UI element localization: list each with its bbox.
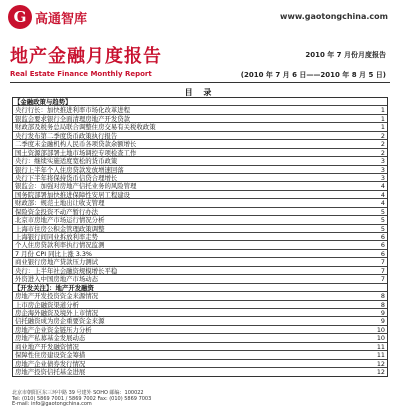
toc-entry-title: 房地产企业债券发行情况 xyxy=(15,359,86,367)
toc-entry-title: 保险资金投资不动产暂行办法 xyxy=(15,207,99,216)
toc-entry-title: 国务院部署加快推进保障性安居工程建设 xyxy=(15,190,131,199)
company-logo xyxy=(8,4,87,30)
toc-entry[interactable] xyxy=(13,157,387,165)
toc-entry[interactable] xyxy=(13,216,387,224)
toc-entry-page: 7 xyxy=(380,258,385,267)
toc-entry[interactable] xyxy=(13,241,387,249)
toc-entry-page: 1 xyxy=(380,106,385,115)
toc-entry[interactable] xyxy=(13,317,387,325)
toc-entry[interactable] xyxy=(13,106,387,114)
toc-entry-page: 2 xyxy=(380,148,385,157)
toc-entry-title: 银监会：加强对房地产信托业务的风险管理 xyxy=(15,182,137,190)
toc-entry[interactable] xyxy=(13,343,387,351)
toc-entry[interactable] xyxy=(13,140,387,148)
footer-email: E-mail: info@gaotongchina.com xyxy=(12,401,92,408)
header-divider xyxy=(10,82,390,83)
toc-entry-page: 9 xyxy=(380,308,385,317)
toc-entry[interactable] xyxy=(13,360,387,368)
toc-entry-page: 2 xyxy=(380,131,385,140)
toc-entry-title: 房地产企业资金链压力分析 xyxy=(15,325,92,334)
toc-entry-title: 央行：继续实施适度宽松的货币政策 xyxy=(15,157,118,165)
toc-entry-title: 央行下半年将保持货币信贷合理增长 xyxy=(15,173,118,182)
table-of-contents xyxy=(12,97,388,377)
toc-entry-title: 个人住房贷款利率执行情况监测 xyxy=(15,241,105,249)
toc-entry-page: 3 xyxy=(380,157,385,166)
toc-entry-title: 商业银行房地产贷款压力测试 xyxy=(15,258,99,266)
toc-entry[interactable] xyxy=(13,301,387,309)
toc-entry[interactable] xyxy=(13,149,387,157)
toc-entry-page: 6 xyxy=(380,249,385,258)
toc-entry[interactable] xyxy=(13,123,387,131)
toc-entry-page: 2 xyxy=(380,140,385,149)
toc-entry-title: 【开发关注】：地产开发融资 xyxy=(14,283,94,292)
footer-contact xyxy=(12,391,151,408)
toc-entry-page: 6 xyxy=(380,233,385,241)
toc-entry-title: 上海银行间同业拆放利率走势 xyxy=(15,233,99,241)
toc-section-header[interactable] xyxy=(13,284,387,292)
toc-entry[interactable] xyxy=(13,258,387,266)
toc-entry[interactable] xyxy=(13,275,387,283)
toc-entry-page: 12 xyxy=(376,368,385,376)
toc-entry-title: 国土资源部部署土地市场调控专项检查工作 xyxy=(15,148,137,157)
toc-entry[interactable] xyxy=(13,233,387,241)
toc-entry[interactable] xyxy=(13,132,387,140)
toc-entry-page xyxy=(375,98,387,105)
toc-entry-title: 保障性住房建设资金筹措 xyxy=(15,351,86,359)
toc-entry-title: 央行行长：加快推进利率市场化改革进程 xyxy=(15,106,131,114)
toc-entry-page: 3 xyxy=(380,165,385,174)
toc-entry-title: 房地产开发投资资金来源情况 xyxy=(15,292,99,300)
toc-entry-title: 【金融政策与趋势】 xyxy=(14,98,72,106)
toc-entry-page: 7 xyxy=(380,275,385,284)
toc-entry-page: 8 xyxy=(380,292,385,301)
toc-entry-title: 财政部及税务总局联合调整住房交易有关税收政策 xyxy=(15,123,156,131)
toc-entry[interactable] xyxy=(13,250,387,258)
toc-entry-page: 12 xyxy=(376,359,385,368)
toc-entry-page: 5 xyxy=(380,207,385,216)
toc-entry[interactable] xyxy=(13,166,387,174)
report-period: (2010 年 7 月 6 日——2010 年 8 月 5 日) xyxy=(240,71,386,79)
toc-entry-page: 3 xyxy=(380,173,385,182)
toc-heading: 目 录 xyxy=(184,88,216,97)
toc-entry[interactable] xyxy=(13,115,387,123)
toc-entry-page: 5 xyxy=(380,216,385,225)
toc-entry-title: 房地产私募基金发展动态 xyxy=(15,334,86,342)
toc-entry[interactable] xyxy=(13,309,387,317)
footer-address: 北京市朝阳区东三环中路 39 号建外 SOHO 邮编：100022 xyxy=(12,390,144,397)
logo-text: 高通智库 xyxy=(35,11,88,27)
toc-entry-page: 11 xyxy=(376,351,385,360)
toc-entry-page: 6 xyxy=(380,241,385,250)
toc-entry-page xyxy=(375,284,387,291)
toc-entry-page: 4 xyxy=(380,190,385,199)
toc-entry-page: 4 xyxy=(380,199,385,208)
toc-entry-title: 7 月份 CPI 同比上涨 3.3% xyxy=(15,249,92,258)
toc-entry[interactable] xyxy=(13,199,387,207)
toc-entry-title: 银行上半年个人住房贷款发放增速回落 xyxy=(15,165,124,173)
toc-entry-page: 8 xyxy=(380,300,385,309)
toc-entry[interactable] xyxy=(13,267,387,275)
toc-entry-title: 二季度末金融机构人民币各项贷款余额增长 xyxy=(15,140,137,148)
toc-entry-title: 财政部：规范土地出让收支管理 xyxy=(15,199,105,207)
toc-entry[interactable] xyxy=(13,292,387,300)
toc-entry-page: 9 xyxy=(380,317,385,326)
footer-phone: Tel: (010) 5869 7001 / 5869 7002 Fax: (010) 5869 7003 xyxy=(12,395,152,402)
toc-entry-title: 央行：上半年社会融资规模增长平稳 xyxy=(15,266,118,275)
toc-entry-title: 信托融资成为房企重要资金来源 xyxy=(15,317,105,325)
report-title-en: Real Estate Finance Monthly Report xyxy=(10,70,152,78)
toc-entry[interactable] xyxy=(13,225,387,233)
toc-entry-page: 1 xyxy=(380,123,385,132)
toc-entry-page: 10 xyxy=(376,325,385,334)
toc-entry-title: 房地产投资信托基金进展 xyxy=(15,368,86,376)
toc-entry-page: 1 xyxy=(380,114,385,123)
toc-entry-title: 银监会要求银行全面清理房地产开发贷款 xyxy=(15,114,131,123)
toc-entry-title: 房企海外融资及境外上市情况 xyxy=(15,308,99,317)
toc-entry-page: 7 xyxy=(380,266,385,275)
toc-entry[interactable] xyxy=(13,326,387,334)
toc-entry-title: 北京市房地产市场运行情况分析 xyxy=(15,216,105,224)
toc-entry-title: 上海市住房公积金管理政策调整 xyxy=(15,224,105,232)
toc-entry-page: 5 xyxy=(380,224,385,233)
toc-entry-page: 10 xyxy=(376,334,385,343)
toc-entry-title: 央行发布第二季度货币政策执行报告 xyxy=(15,131,118,140)
toc-entry[interactable] xyxy=(13,191,387,199)
toc-entry[interactable] xyxy=(13,182,387,190)
report-title-cn: 地产金融月度报告 xyxy=(10,46,162,67)
toc-entry[interactable] xyxy=(13,368,387,376)
toc-entry[interactable] xyxy=(13,351,387,359)
toc-entry-page: 4 xyxy=(380,182,385,191)
toc-entry[interactable] xyxy=(13,208,387,216)
toc-entry[interactable] xyxy=(13,334,387,342)
toc-section-header[interactable] xyxy=(13,98,387,106)
site-url: www.gaotongchina.com xyxy=(280,12,388,21)
toc-entry-title: 上市房企融资渠道分析 xyxy=(15,300,79,308)
report-issue: 2010 年 7 月份月度报告 xyxy=(305,51,386,59)
toc-entry-title: 外资进入中国房地产市场动态 xyxy=(15,275,99,283)
logo-mark-icon: G xyxy=(8,5,32,29)
toc-entry-page: 11 xyxy=(376,342,385,351)
toc-entry[interactable] xyxy=(13,174,387,182)
toc-entry-title: 商业地产开发融资情况 xyxy=(15,342,79,351)
